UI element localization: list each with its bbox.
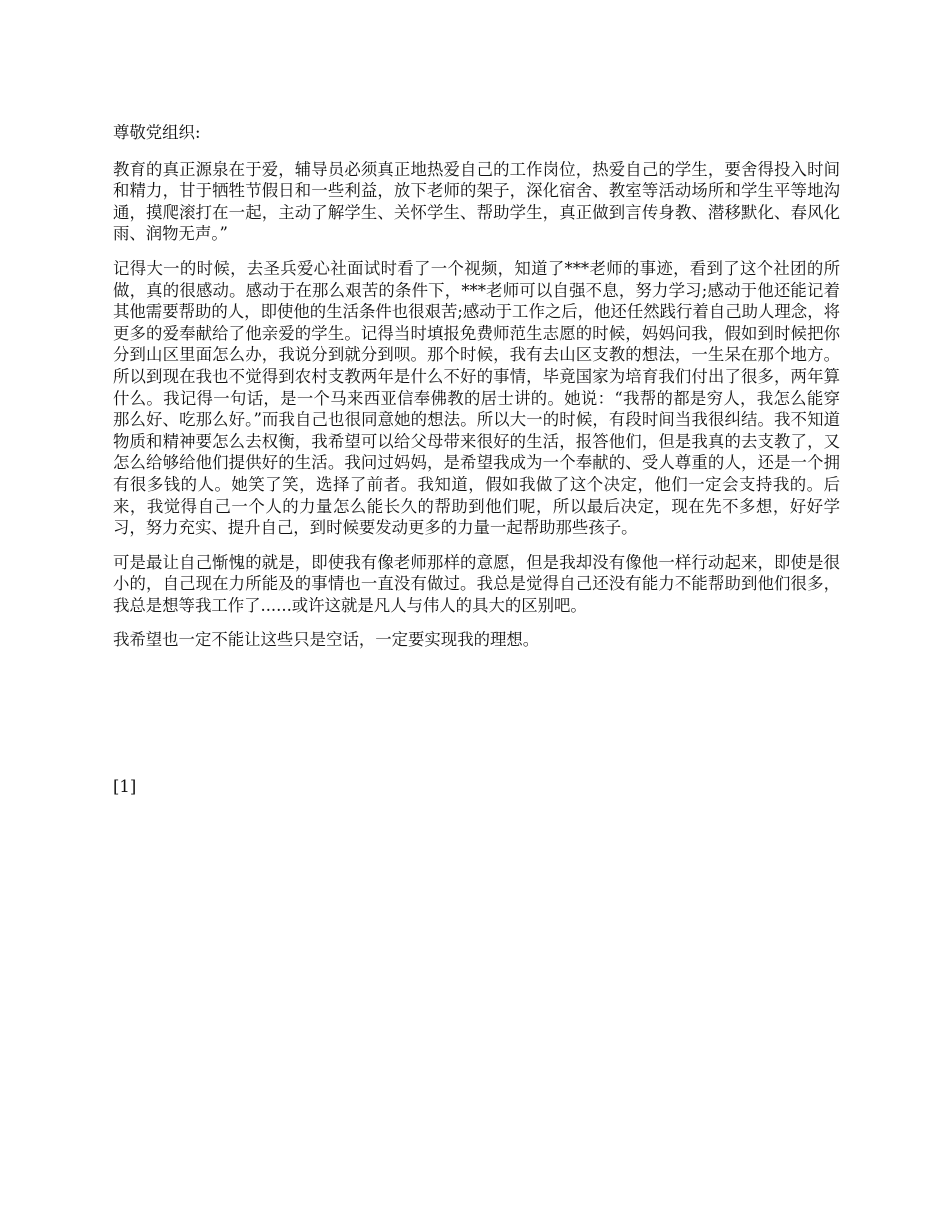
document-body (113, 122, 840, 664)
paragraph-2: 记得大一的时候，去圣兵爱心社面试时看了一个视频，知道了***老师的事迹，看到了这个社团的所做，真的很感动。感动于在那么艰苦的条件下，***老师可以自强不息，努力学习;感动于他还能记着其他需要帮助的人，即使他的生活条件也很艰苦;感动于工作之后，他还任然践行着自己助人理念，将更多的爱奉献给了他亲爱的学生。记得当时填报免费师范生志愿的时候，妈妈问我，假如到时候把你分到山区里面怎么办，我说分到就分到呗。那个时候，我有去山区支教的想法，一生呆在那个地方。所以到现在我也不觉得到农村支教两年是什么不好的事情，毕竟国家为培育我们付出了很多，两年算什么。我记得一句话，是一个马来西亚信奉佛教的居士讲的。她说：“我帮的都是穷人，我怎么能穿那么好、吃那么好。”而我自己也很同意她的想法。所以大一的时候，有段时间当我很纠结。我不知道物质和精神要怎么去权衡，我希望可以给父母带来很好的生活，报答他们，但是我真的去支教了，又怎么给够给他们提供好的生活。我问过妈妈，是希望我成为一个奉献的、受人尊重的人，还是一个拥有很多钱的人。她笑了笑，选择了前者。我知道，假如我做了这个决定，他们一定会支持我的。后来，我觉得自己一个人的力量怎么能长久的帮助到他们呢，所以最后决定，现在先不多想，好好学习，努力充实、提升自己，到时候要发动更多的力量一起帮助那些孩子。 (113, 258, 840, 538)
paragraph-4: 我希望也一定不能让这些只是空话，一定要实现我的理想。 (113, 630, 540, 650)
paragraph-1: 教育的真正源泉在于爱，辅导员必须真正地热爱自己的工作岗位，热爱自己的学生，要舍得投入时间和精力，甘于牺牲节假日和一些利益，放下老师的架子，深化宿舍、教室等活动场所和学生平等地沟通，摸爬滚打在一起，主动了解学生、关怀学生、帮助学生，真正做到言传身教、潜移默化、春风化雨、润物无声。” (113, 159, 840, 244)
paragraph-3: 可是最让自己惭愧的就是，即使我有像老师那样的意愿，但是我却没有像他一样行动起来，即使是很小的，自己现在力所能及的事情也一直没有做过。我总是觉得自己还没有能力不能帮助到他们很多，我总是想等我工作了......或许这就是凡人与伟人的具大的区别吧。 (113, 552, 840, 615)
salutation: 尊敬党组织: (113, 123, 201, 142)
footnote-marker: [1] (113, 777, 137, 796)
